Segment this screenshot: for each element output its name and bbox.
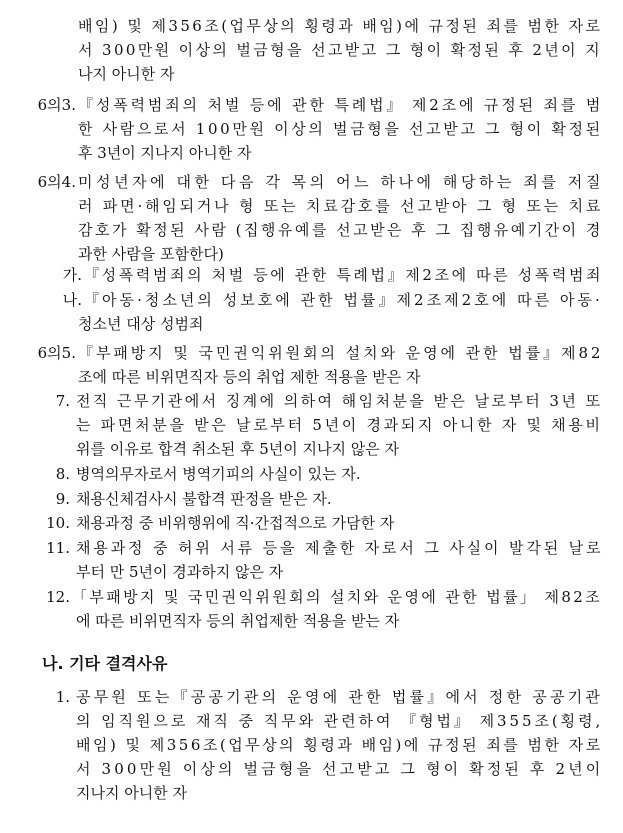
item-number: 12. — [46, 588, 70, 606]
item-number: 8. — [55, 465, 70, 483]
text-line: 채용과정 중 비위행위에 직·간접적으로 가담한 자 — [76, 514, 395, 532]
text-line: 『성폭력범죄의 처벌 등에 관한 특례법』제2조에 따른 성폭력범죄 — [84, 266, 604, 284]
text-line: 전직 근무기관에서 징계에 의하여 해임처분을 받은 날로부터 3년 또 — [76, 392, 603, 410]
text-line: 서 300만원 이상의 벌금형을 선고받고 그 형이 확정된 후 2년이 — [76, 760, 604, 778]
text-line: 『성폭력범죄의 처벌 등에 관한 특례법』 제2조에 규정된 죄를 범 — [78, 96, 604, 114]
item-number: 9. — [55, 490, 70, 508]
item-number: 1. — [55, 688, 70, 706]
item-number: 7. — [55, 392, 70, 410]
item-number: 10. — [46, 514, 70, 532]
text-line: 『아동·청소년의 성보호에 관한 법률』제2조제2호에 따른 아동· — [84, 291, 603, 309]
item-number: 나. — [62, 291, 82, 309]
text-line: 「부패방지 및 국민권익위원회의 설치와 운영에 관한 법률」 제82조 — [72, 588, 603, 606]
text-line: 후 3년이 지나지 아니한 자 — [78, 144, 252, 162]
text-line: 미성년자에 대한 다음 각 목의 어느 하나에 해당하는 죄를 저질 — [78, 173, 604, 191]
item-number: 6의4. — [37, 173, 76, 191]
item-number: 11. — [46, 539, 70, 557]
text-line: 청소년 대상 성범죄 — [78, 315, 204, 333]
text-line: 『부패방지 및 국민권익위원회의 설치와 운영에 관한 법률』제82 — [78, 344, 604, 362]
text-line: 감호가 확정된 사람 (집행유예를 선고받은 후 그 집행유예기간이 경 — [78, 221, 603, 239]
text-line: 조에 따른 비위면직자 등의 취업 제한 적용을 받은 자 — [78, 368, 421, 386]
text-line: 배임) 및 제356조(업무상의 횡령과 배임)에 규정된 죄를 범한 자로 — [78, 17, 603, 35]
text-line: 러 파면·해임되거나 형 또는 치료감호를 선고받아 그 형 또는 치료 — [78, 197, 604, 215]
text-line: 병역의무자로서 병역기피의 사실이 있는 자. — [76, 465, 361, 483]
text-line: 공무원 또는『공공기관의 운영에 관한 법률』에서 정한 공공기관 — [76, 688, 604, 706]
text-line: 과한 사람을 포함한다) — [78, 245, 224, 263]
text-line: 위를 이유로 합격 취소된 후 5년이 지나지 않은 자 — [76, 440, 399, 458]
text-line: 의 임직원으로 재직 중 직무와 관련하여 『형법』 제355조(횡령, — [76, 712, 604, 730]
text-line: 채용과정 중 허위 서류 등을 제출한 자로서 그 사실이 발각된 날로 — [76, 539, 604, 557]
item-number: 6의5. — [37, 344, 76, 362]
text-line: 지나지 아니한 자 — [76, 784, 187, 802]
text-line: 한 사람으로서 100만원 이상의 벌금형을 선고받고 그 형이 확정된 — [78, 120, 603, 138]
item-number: 가. — [62, 266, 82, 284]
section-title: 나. 기타 결격사유 — [42, 654, 168, 673]
text-line: 채용신체검사시 불합격 판정을 받은 자. — [76, 490, 332, 508]
text-line: 서 300만원 이상의 벌금형을 선고받고 그 형이 확정된 후 2년이 지 — [78, 41, 603, 59]
text-line: 나지 아니한 자 — [78, 65, 175, 83]
text-line: 에 따른 비위면직자 등의 취업제한 적용을 받는 자 — [76, 612, 400, 630]
item-number: 6의3. — [37, 96, 76, 114]
text-line: 배임) 및 제356조(업무상의 횡령과 배임)에 규정된 죄를 범한 자로 — [76, 736, 603, 754]
text-line: 는 파면처분을 받은 날로부터 5년이 경과되지 아니한 자 및 채용비 — [76, 416, 603, 434]
text-line: 부터 만 5년이 경과하지 않은 자 — [76, 563, 284, 581]
